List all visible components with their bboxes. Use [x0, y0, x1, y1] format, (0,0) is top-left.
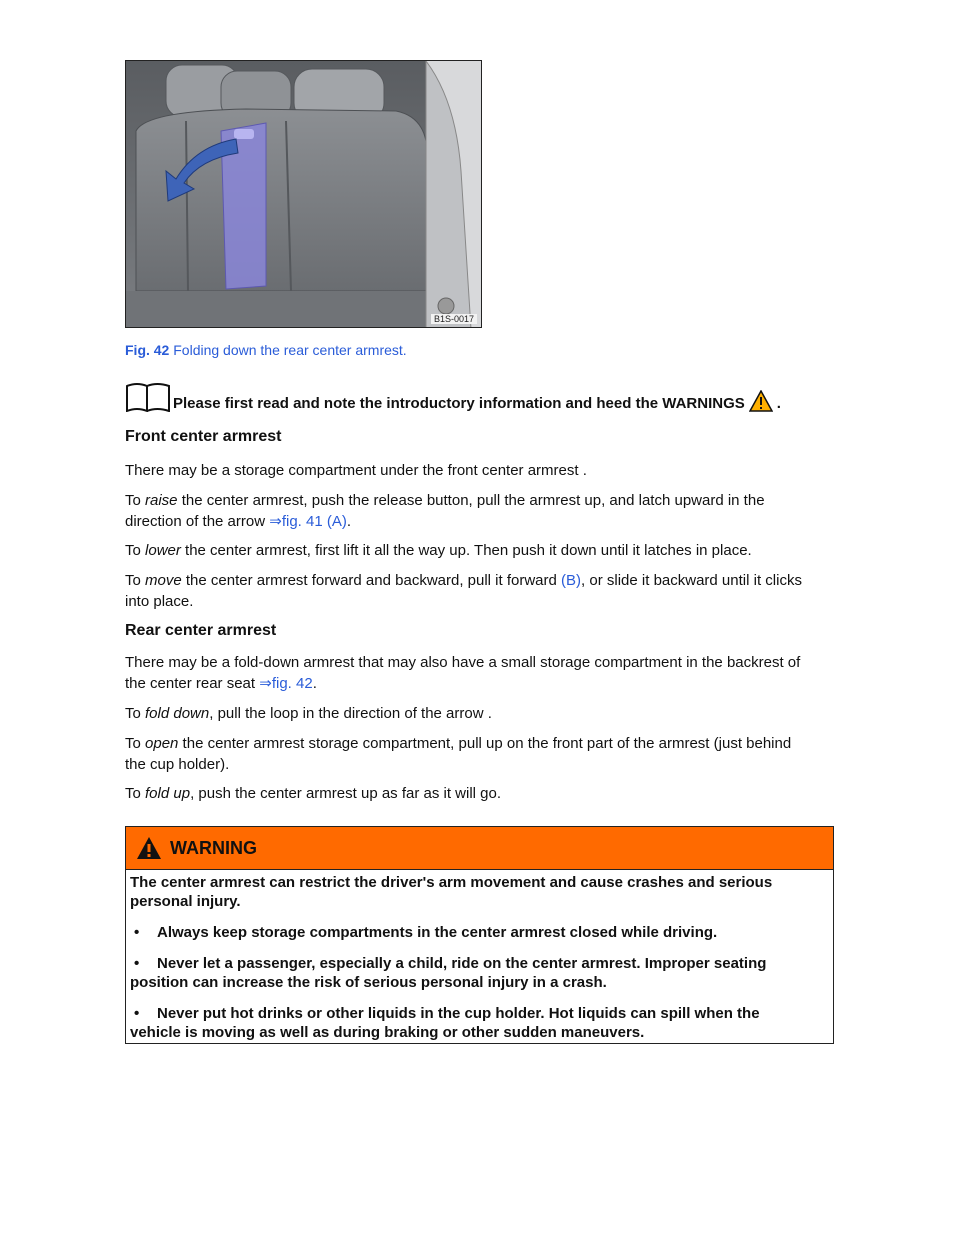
front-para-3: To lower the center armrest, first lift it all the way up. Then push it down until it latches in place. [125, 542, 752, 559]
rear-para-3: To open the center armrest storage compartment, pull up on the front part of the armrest (just behind the cup holder). [125, 735, 792, 773]
link-fig-41-a[interactable]: ⇒fig. 41 (A) [269, 513, 347, 530]
heading-rear-armrest: Rear center armrest [125, 622, 277, 639]
warning-bullet-3: • Never put hot drinks or other liquids in the cup holder. Hot liquids can spill when the vehicle is moving as well as during braking or other sudden maneuvers. [130, 1005, 760, 1041]
heading-front-armrest: Front center armrest [125, 428, 282, 445]
notice-text: Please first read and note the introductory information and heed the WARNINGS [173, 395, 745, 412]
book-icon [125, 382, 171, 412]
front-para-4: To move the center armrest forward and backward, pull it forward (B), or slide it backward until it clicks into place. [125, 572, 802, 610]
notice-suffix: . [776, 395, 781, 412]
figure-caption [125, 342, 407, 358]
front-para-1: There may be a storage compartment under the front center armrest . [125, 462, 587, 479]
warning-bullet-1: • Always keep storage compartments in the center armrest closed while driving. [134, 924, 718, 941]
figure-code: B1S-0017 [431, 314, 477, 324]
caption-text: Folding down the rear center armrest. [173, 342, 407, 358]
warning-intro: The center armrest can restrict the driver's arm movement and cause crashes and serious personal injury. [130, 874, 773, 910]
caption-number: Fig. 42 [125, 342, 170, 358]
warning-triangle-icon [749, 390, 773, 412]
warning-title: WARNING [170, 837, 257, 858]
link-b[interactable]: (B) [561, 572, 582, 589]
rear-para-4: To fold up, push the center armrest up as far as it will go. [125, 785, 502, 802]
rear-para-1: There may be a fold-down armrest that may also have a small storage compartment in the backrest of the center rear seat ⇒fig. 42. [125, 654, 801, 692]
notice-line [125, 382, 781, 412]
warning-bullet-2: • Never let a passenger, especially a child, ride on the center armrest. Improper seating position can increase the risk of serious personal injury in a crash. [130, 955, 767, 991]
link-fig-42[interactable]: ⇒fig. 42 [259, 675, 313, 692]
figure-rear-armrest [125, 60, 482, 328]
warning-triangle-icon [136, 836, 162, 860]
rear-para-2: To fold down, pull the loop in the direction of the arrow . [125, 705, 492, 722]
warning-box [125, 826, 834, 1044]
rear-seat-illustration [126, 61, 482, 328]
front-para-2: To raise the center armrest, push the release button, pull the armrest up, and latch upward in the direction of the arrow ⇒fig. 41 (A). [125, 492, 765, 530]
warning-header [126, 827, 833, 870]
